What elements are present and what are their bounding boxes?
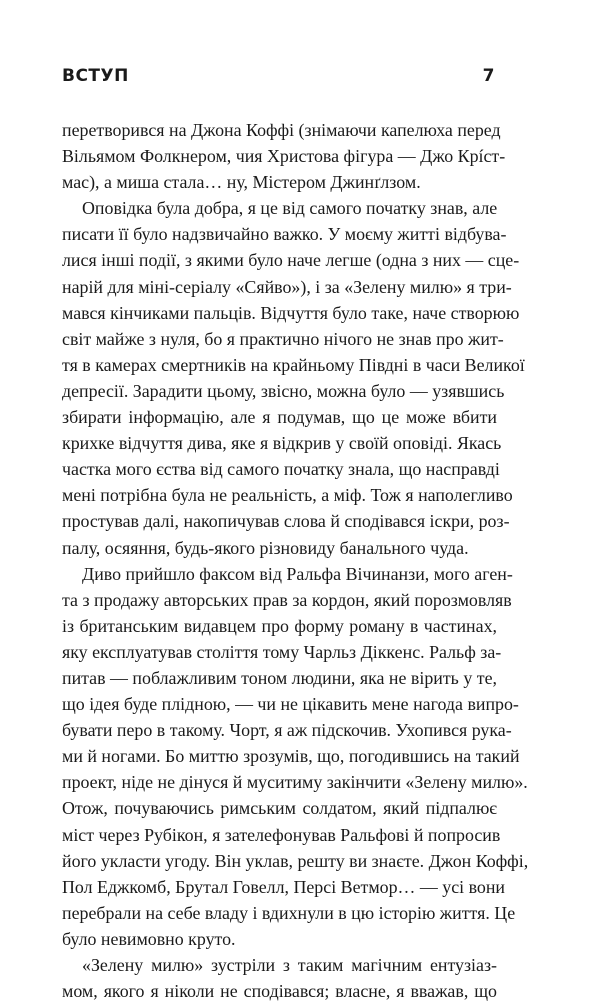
text-line: та з продажу авторських прав за кордон, який порозмовляв bbox=[62, 589, 512, 610]
text-line: тя в камерах смертників на крайньому Півдні в часи Великої bbox=[62, 354, 525, 375]
text-line: мався кінчиками пальців. Відчуття було таке, наче створюю bbox=[62, 302, 520, 323]
paragraph bbox=[62, 952, 497, 1004]
text-line: перетворився на Джона Коффі (знімаючи капелюха перед bbox=[62, 120, 501, 140]
text-line: його укласти угоду. Він уклав, решту ви знаєте. Джон Коффі, bbox=[62, 850, 529, 871]
text-line: було невимовно круто. bbox=[62, 928, 236, 949]
text-line: мас), а миша стала… ну, Містером Джинґлзом. bbox=[62, 172, 421, 193]
text-line: збирати інформацію, але я подумав, що це може вбити bbox=[62, 407, 497, 428]
text-line: що ідея буде плідною, — чи не цікавить мене нагода випро- bbox=[62, 694, 519, 715]
text-line: яку експлуатував століття тому Чарльз Діккенс. Ральф за- bbox=[62, 641, 502, 662]
text-line: крихке відчуття дива, яке я відкрив у своїй оповіді. Якась bbox=[62, 433, 502, 454]
text-line: писати її було надзвичайно важко. У моєму житті відбува- bbox=[62, 224, 507, 245]
paragraph bbox=[62, 561, 529, 952]
text-line: лися інші події, з якими було наче легше (одна з них — сце- bbox=[62, 250, 520, 271]
text-line: бувати перо в такому. Чорт, я аж підскочив. Ухопився рука- bbox=[62, 720, 512, 741]
section-title: ВСТУП bbox=[62, 66, 129, 86]
text-line: Вільямом Фолкнером, чия Христова фігура — Джо Крíст- bbox=[62, 146, 506, 167]
running-head bbox=[62, 66, 495, 90]
text-line: мені потрібна була не реальність, а міф. Тож я наполегливо bbox=[62, 485, 513, 506]
text-line: простував далі, накопичував слова й сподівався іскри, роз- bbox=[62, 511, 510, 532]
page-number: 7 bbox=[482, 66, 495, 86]
paragraph bbox=[62, 195, 525, 560]
paragraph bbox=[62, 117, 506, 195]
text-line: палу, осяяння, будь-якого різновиду банального чуда. bbox=[62, 537, 469, 558]
text-line: Оповідка була добра, я це від самого початку знав, але bbox=[82, 198, 498, 219]
text-line: Отож, почуваючись римським солдатом, який підпалює bbox=[62, 798, 497, 819]
text-line: питав — поблажливим тоном людини, яка не вірить у те, bbox=[62, 667, 497, 688]
text-line: Диво прийшло факсом від Ральфа Вічинанзи, мого аген- bbox=[82, 563, 513, 584]
text-line: «Зелену милю» зустріли з таким магічним ентузіаз- bbox=[82, 955, 497, 975]
text-line: депресії. Зарадити цьому, звісно, можна було — узявшись bbox=[62, 380, 505, 401]
body-text bbox=[62, 117, 529, 1004]
text-line: міст через Рубікон, я зателефонував Ральфові й попросив bbox=[62, 824, 501, 845]
text-line: перебрали на себе владу і вдихнули в цю історію життя. Це bbox=[62, 902, 516, 923]
text-line: мом, якого я ніколи не сподівався; власне, я вважав, що bbox=[62, 981, 497, 1002]
text-line: світ майже з нуля, бо я практично нічого не знав про жит- bbox=[62, 328, 504, 349]
text-line: частка мого єства від самого початку знала, що насправді bbox=[62, 459, 500, 480]
text-line: нарій для міні-серіалу «Сяйво»), і за «Зелену милю» я три- bbox=[62, 276, 512, 297]
text-line: ми й ногами. Бо миттю зрозумів, що, погодившись на такий bbox=[62, 746, 520, 767]
text-line: Пол Еджкомб, Брутал Говелл, Персі Ветмор… — усі вони bbox=[62, 876, 506, 897]
text-line: із британським видавцем про форму роману в частинах, bbox=[62, 615, 497, 636]
text-line: проект, ніде не дінуся й муситиму закінчити «Зелену милю». bbox=[62, 772, 528, 793]
